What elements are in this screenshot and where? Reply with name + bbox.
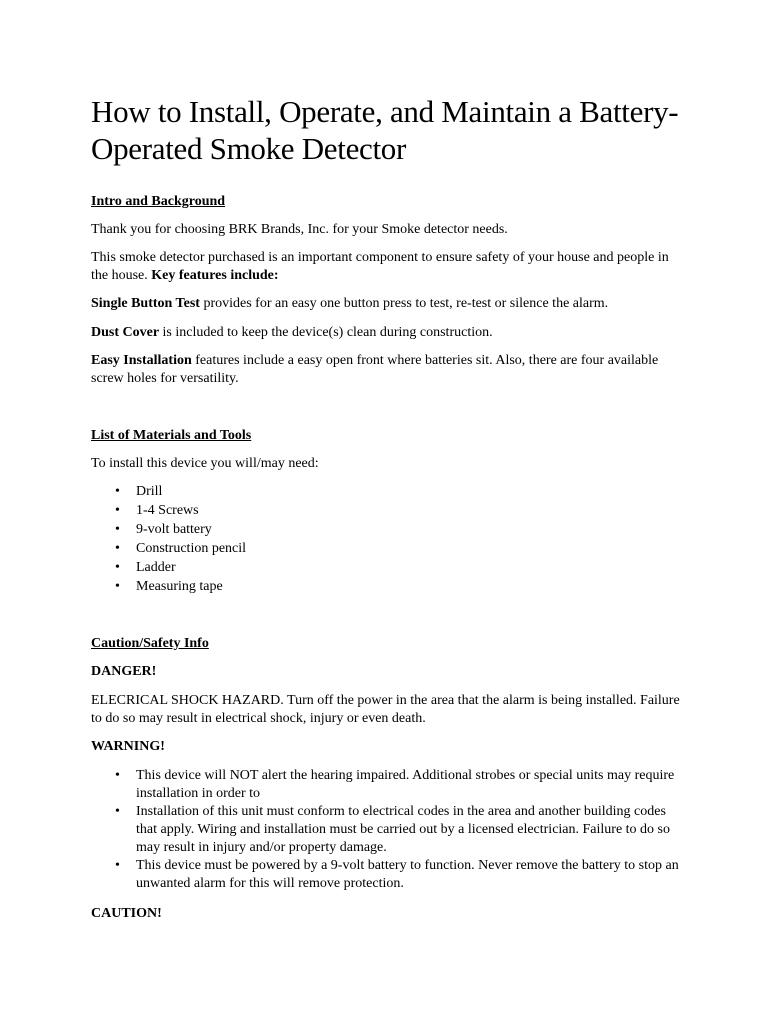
feature-easy-installation [91, 352, 681, 388]
list-item-text: 1-4 Screws [136, 503, 199, 518]
danger-label: DANGER! [91, 664, 157, 679]
bullet-icon: • [115, 804, 120, 819]
warning-list [91, 767, 683, 893]
list-item-text: Ladder [136, 560, 176, 575]
caution-label: CAUTION! [91, 906, 162, 921]
intro-thanks: Thank you for choosing BRK Brands, Inc. for your Smoke detector needs. [91, 222, 508, 237]
feature-name: Single Button Test [91, 296, 200, 311]
page-title: How to Install, Operate, and Maintain a Battery-Operated Smoke Detector [91, 94, 679, 166]
danger-text: ELECRICAL SHOCK HAZARD. Turn off the power in the area that the alarm is being installed. Failure to do so may result in electrical shock, injury or even death. [91, 693, 680, 726]
list-item [91, 521, 691, 540]
feature-name: Dust Cover [91, 325, 160, 340]
list-item-text: Drill [136, 484, 163, 499]
list-item [91, 502, 691, 521]
intro-component-paragraph [91, 249, 681, 285]
bullet-icon: • [115, 522, 120, 537]
list-item-text: Measuring tape [136, 579, 223, 594]
intro-heading: Intro and Background [91, 194, 226, 209]
materials-heading: List of Materials and Tools [91, 428, 252, 443]
list-item-text: This device will NOT alert the hearing impaired. Additional strobes or special units may require installation in order to [136, 768, 675, 801]
materials-lead: To install this device you will/may need: [91, 456, 319, 471]
list-item [91, 857, 683, 893]
bullet-icon: • [115, 484, 120, 499]
bullet-icon: • [115, 560, 120, 575]
bullet-icon: • [115, 579, 120, 594]
feature-text: is included to keep the device(s) clean during construction. [162, 325, 493, 340]
list-item-text: 9-volt battery [136, 522, 212, 537]
bullet-icon: • [115, 503, 120, 518]
feature-dust-cover [91, 324, 681, 342]
key-features-label: Key features include: [151, 268, 279, 283]
list-item [91, 559, 691, 578]
list-item [91, 767, 683, 803]
list-item [91, 483, 691, 502]
list-item [91, 578, 691, 597]
feature-single-button-test [91, 295, 681, 313]
bullet-icon: • [115, 768, 120, 783]
list-item [91, 540, 691, 559]
safety-heading: Caution/Safety Info [91, 636, 209, 651]
list-item [91, 803, 683, 857]
materials-list [91, 483, 691, 597]
list-item-text: This device must be powered by a 9-volt battery to function. Never remove the battery to stop an unwanted alarm for this will remove protection. [136, 858, 679, 891]
bullet-icon: • [115, 541, 120, 556]
warning-label: WARNING! [91, 739, 165, 754]
feature-name: Easy Installation [91, 353, 192, 368]
feature-text: provides for an easy one button press to test, re-test or silence the alarm. [203, 296, 609, 311]
bullet-icon: • [115, 858, 120, 873]
feature-text: features include a easy open front where batteries sit. Also, there are four available screw holes for versatility. [91, 353, 659, 386]
list-item-text: Construction pencil [136, 541, 247, 556]
intro-component-text: This smoke detector purchased is an important component to ensure safety of your house and people in the house. [91, 250, 669, 283]
list-item-text: Installation of this unit must conform to electrical codes in the area and another building codes that apply. Wiring and installation must be carried out by a licensed electrician. Failure to do so may result in injury and/or property damage. [136, 804, 671, 855]
